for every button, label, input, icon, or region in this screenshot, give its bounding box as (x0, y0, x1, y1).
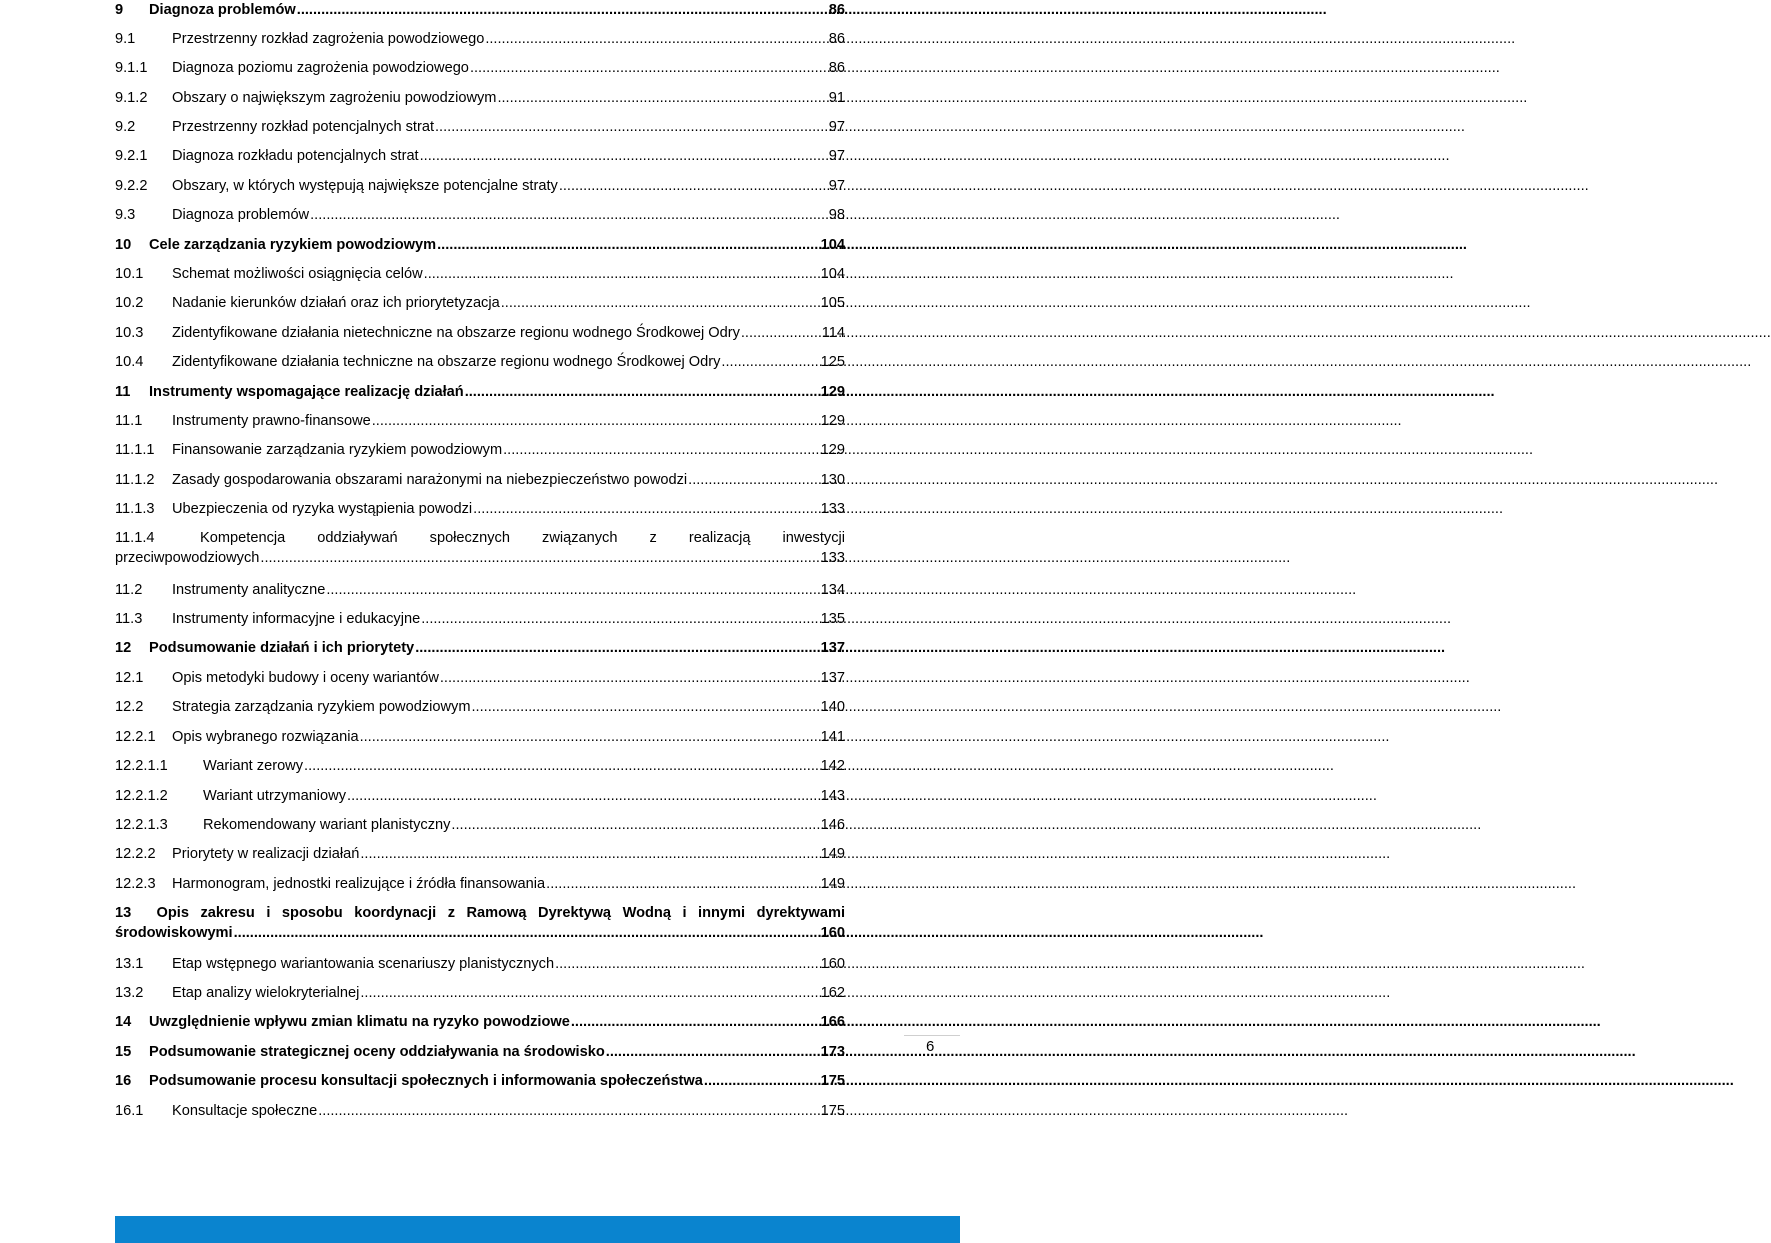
toc-dot-leader (437, 235, 820, 255)
toc-entry[interactable] (115, 88, 845, 108)
toc-entry-number: 12.2.1.2 (115, 788, 168, 804)
toc-entry[interactable] (115, 815, 845, 835)
toc-dot-leader (318, 1101, 819, 1121)
toc-entry[interactable] (115, 1042, 845, 1062)
toc-entry-title-word: Wodną (622, 905, 671, 921)
toc-entry[interactable] (115, 668, 845, 688)
toc-entry-page: 143 (820, 788, 845, 804)
toc-dot-leader (497, 88, 827, 108)
toc-entry-page: 137 (820, 640, 845, 656)
toc-entry-title-word: koordynacji (354, 905, 437, 921)
toc-entry-page: 130 (820, 472, 845, 488)
toc-entry-title: Podsumowanie strategicznej oceny oddziaływania na środowisko (149, 1044, 605, 1060)
toc-entry-title: Rekomendowany wariant planistyczny (203, 817, 451, 833)
toc-entry[interactable] (115, 205, 845, 225)
toc-dot-leader (503, 440, 820, 460)
toc-entry-page: 98 (828, 207, 845, 223)
toc-entry-page: 104 (820, 237, 845, 253)
toc-entry-page: 91 (828, 90, 845, 106)
toc-entry-page: 97 (828, 148, 845, 164)
toc-entry[interactable] (115, 580, 845, 600)
toc-entry-title: Nadanie kierunków działań oraz ich priorytetyzacja (172, 295, 500, 311)
toc-entry[interactable] (115, 1101, 845, 1121)
toc-entry-title: Wariant zerowy (203, 758, 304, 774)
toc-entry-title-word: innymi (698, 905, 746, 921)
toc-entry-page: 105 (820, 295, 845, 311)
footer-bar (115, 1216, 960, 1243)
toc-dot-leader (470, 58, 828, 78)
toc-entry-number: 9.3 (115, 207, 136, 223)
toc-entry-number: 12.1 (115, 670, 144, 686)
toc-entry-title-word: zakresu (200, 905, 255, 921)
toc-entry-title: Zidentyfikowane działania techniczne na obszarze regionu wodnego Środkowej Odry (172, 354, 721, 370)
toc-dot-leader (372, 411, 820, 431)
toc-entry[interactable] (115, 697, 845, 717)
toc-entry[interactable] (115, 382, 845, 402)
toc-dot-leader (451, 815, 819, 835)
toc-entry-page: 134 (820, 582, 845, 598)
toc-entry-title-word: Ramową (466, 905, 527, 921)
toc-entry-title-word: i (266, 905, 271, 921)
toc-entry-page: 86 (828, 2, 845, 18)
toc-entry-title-word: inwestycji (782, 530, 845, 546)
toc-dot-leader (234, 923, 820, 943)
toc-dot-leader (555, 954, 820, 974)
toc-dot-leader (501, 293, 820, 313)
toc-dot-leader (606, 1042, 820, 1062)
toc-entry-title: Instrumenty prawno-finansowe (172, 413, 371, 429)
toc-entry-number: 13.1 (115, 956, 144, 972)
toc-entry-number: 11.1.3 (115, 501, 155, 517)
toc-dot-leader (415, 638, 819, 658)
toc-entry-number: 12.2.1 (115, 729, 156, 745)
toc-dot-leader (360, 727, 820, 747)
toc-entry-title-word: dyrektywami (756, 905, 845, 921)
toc-entry[interactable] (115, 440, 845, 460)
toc-entry-page: 86 (828, 60, 845, 76)
toc-entry-number: 11.1.2 (115, 472, 155, 488)
toc-entry-number: 12.2.3 (115, 876, 156, 892)
toc-entry-title: Etap wstępnego wariantowania scenariuszy planistycznych (172, 956, 555, 972)
toc-entry-title: Priorytety w realizacji działań (172, 846, 360, 862)
toc-entry-number: 16 (115, 1073, 132, 1089)
toc-entry[interactable] (115, 1071, 845, 1091)
toc-entry-title-word: i (682, 905, 687, 921)
toc-entry-number: 14 (115, 1014, 132, 1030)
toc-entry[interactable] (115, 29, 845, 49)
toc-entry-title: Instrumenty analityczne (172, 582, 326, 598)
toc-entry-title-word: Dyrektywą (538, 905, 612, 921)
toc-entry[interactable] (115, 954, 845, 974)
toc-dot-leader (424, 264, 820, 284)
toc-entry-number: 12.2.1.1 (115, 758, 168, 774)
toc-entry-title: środowiskowymi (115, 925, 233, 941)
toc-entry-title: Przestrzenny rozkład potencjalnych strat (172, 119, 434, 135)
toc-entry-page: 133 (820, 501, 845, 517)
toc-entry-number: 12.2 (115, 699, 144, 715)
toc-entry[interactable] (115, 470, 845, 490)
toc-entry-page: 175 (820, 1073, 845, 1089)
toc-entry-title-word: sposobu (281, 905, 343, 921)
toc-entry[interactable] (115, 411, 845, 431)
toc-entry-title: Podsumowanie działań i ich priorytety (149, 640, 415, 656)
toc-entry-number: 9.2.1 (115, 148, 148, 164)
toc-dot-leader (260, 548, 819, 568)
toc-entry-title: Diagnoza poziomu zagrożenia powodziowego (172, 60, 469, 76)
toc-entry-page: 97 (828, 119, 845, 135)
toc-entry-title: Obszary, w których występują największe potencjalne straty (172, 178, 558, 194)
toc-entry-title: Diagnoza rozkładu potencjalnych strat (172, 148, 419, 164)
toc-entry[interactable] (115, 1012, 845, 1032)
toc-entry-number: 10.2 (115, 295, 144, 311)
toc-entry-number: 11 (115, 384, 131, 400)
toc-entry[interactable] (115, 786, 845, 806)
toc-dot-leader (688, 470, 820, 490)
toc-entry-number: 11.2 (115, 582, 143, 598)
toc-entry-title: Opis wybranego rozwiązania (172, 729, 359, 745)
toc-entry-title: Ubezpieczenia od ryzyka wystąpienia powodzi (172, 501, 473, 517)
toc-entry-number: 9.1.2 (115, 90, 148, 106)
toc-entry-title: Instrumenty wspomagające realizację działań (149, 384, 464, 400)
toc-entry-page: 149 (820, 846, 845, 862)
toc-entry[interactable] (115, 58, 845, 78)
toc-dot-leader (559, 176, 828, 196)
toc-dot-leader (420, 146, 828, 166)
toc-entry-page: 142 (820, 758, 845, 774)
toc-entry[interactable] (115, 903, 845, 943)
toc-entry-title: Konsultacje społeczne (172, 1103, 318, 1119)
toc-entry-page: 141 (820, 729, 845, 745)
toc-entry-page: 129 (820, 413, 845, 429)
toc-entry-title: Harmonogram, jednostki realizujące i źródła finansowania (172, 876, 546, 892)
toc-entry-title: Uwzględnienie wpływu zmian klimatu na ryzyko powodziowe (149, 1014, 570, 1030)
toc-entry-number: 12.2.2 (115, 846, 156, 862)
toc-dot-leader (310, 205, 828, 225)
toc-entry-page: 86 (828, 31, 845, 47)
toc-entry[interactable] (115, 609, 845, 629)
toc-entry-page: 173 (820, 1044, 845, 1060)
toc-entry-page: 162 (820, 985, 845, 1001)
toc-entry[interactable] (115, 117, 845, 137)
toc-dot-leader (473, 499, 819, 519)
toc-entry-page: 129 (820, 442, 845, 458)
toc-entry-title: Diagnoza problemów (149, 2, 296, 18)
toc-entry[interactable] (115, 293, 845, 313)
page-number-rule (904, 1035, 960, 1036)
toc-entry-title-line (115, 903, 845, 923)
toc-dot-leader (326, 580, 819, 600)
toc-entry[interactable] (115, 352, 845, 372)
toc-entry-title-word: z (447, 905, 455, 921)
toc-entry-page: 175 (820, 1103, 845, 1119)
toc-dot-leader (571, 1012, 820, 1032)
toc-entry-page: 149 (820, 876, 845, 892)
toc-entry-page: 166 (820, 1014, 845, 1030)
toc-entry-page: 104 (820, 266, 845, 282)
toc-entry[interactable] (115, 874, 845, 894)
toc-entry[interactable] (115, 0, 845, 20)
toc-entry-title-word: społecznych (429, 530, 510, 546)
toc-entry-page: 97 (828, 178, 845, 194)
toc-entry-number: 11.1 (115, 413, 143, 429)
toc-entry-title: Wariant utrzymaniowy (203, 788, 347, 804)
toc-entry[interactable] (115, 528, 845, 568)
toc-entry-number: 9.1.1 (115, 60, 148, 76)
toc-entry-title: przeciwpowodziowych (115, 550, 260, 566)
toc-entry-number: 11.1.1 (115, 442, 155, 458)
toc-dot-leader (360, 983, 819, 1003)
toc-entry[interactable] (115, 756, 845, 776)
toc-entry-title: Finansowanie zarządzania ryzykiem powodziowym (172, 442, 503, 458)
toc-entry-number: 16.1 (115, 1103, 144, 1119)
toc-entry-title: Schemat możliwości osiągnięcia celów (172, 266, 423, 282)
toc-entry-page: 146 (820, 817, 845, 833)
toc-entry-number: 11.1.4 (115, 530, 155, 546)
toc-entry[interactable] (115, 235, 845, 255)
toc-entry-title-word: z (649, 530, 657, 546)
toc-entry-title: Cele zarządzania ryzykiem powodziowym (149, 237, 437, 253)
toc-entry-page: 133 (820, 550, 845, 566)
toc-entry-title: Podsumowanie procesu konsultacji społecznych i informowania społeczeństwa (149, 1073, 703, 1089)
toc-entry-title-line (115, 528, 845, 548)
toc-dot-leader (485, 29, 827, 49)
toc-entry-title: Strategia zarządzania ryzykiem powodziowym (172, 699, 471, 715)
toc-entry-page: 129 (820, 384, 845, 400)
toc-entry-title: Etap analizy wielokryterialnej (172, 985, 360, 1001)
toc-entry-number: 13 (115, 905, 132, 921)
toc-entry-title: Zidentyfikowane działania nietechniczne na obszarze regionu wodnego Środkowej Odry (172, 325, 740, 341)
toc-dot-leader (741, 323, 821, 343)
toc-entry-number: 9.2 (115, 119, 136, 135)
toc-dot-leader (471, 697, 819, 717)
toc-entry-page: 160 (820, 925, 845, 941)
toc-entry-title-word: oddziaływań (317, 530, 398, 546)
toc-entry[interactable] (115, 323, 845, 343)
toc-entry-number: 9.1 (115, 31, 136, 47)
toc-entry-number: 10 (115, 237, 132, 253)
toc-entry-number: 11.3 (115, 611, 143, 627)
toc-dot-leader (421, 609, 819, 629)
toc-entry-number: 10.3 (115, 325, 144, 341)
toc-dot-leader (360, 844, 819, 864)
toc-entry[interactable] (115, 499, 845, 519)
toc-entry-number: 9.2.2 (115, 178, 148, 194)
toc-dot-leader (721, 352, 819, 372)
toc-entry-title: Przestrzenny rozkład zagrożenia powodziowego (172, 31, 485, 47)
toc-entry-title-word: realizacją (688, 530, 751, 546)
toc-entry-page: 137 (820, 670, 845, 686)
toc-entry-number: 13.2 (115, 985, 144, 1001)
toc-entry-title: Obszary o największym zagrożeniu powodziowym (172, 90, 497, 106)
toc-dot-leader (465, 382, 820, 402)
toc-dot-leader (704, 1071, 820, 1091)
toc-entry[interactable] (115, 983, 845, 1003)
toc-entry-page: 135 (820, 611, 845, 627)
toc-dot-leader (435, 117, 828, 137)
toc-dot-leader (347, 786, 820, 806)
toc-entry-title: Diagnoza problemów (172, 207, 310, 223)
toc-entry-page: 140 (820, 699, 845, 715)
toc-entry-number: 12 (115, 640, 132, 656)
toc-entry-number: 12.2.1.3 (115, 817, 168, 833)
toc-entry-page: 160 (820, 956, 845, 972)
toc-entry-number: 9 (115, 2, 124, 18)
toc-entry-page: 114 (821, 325, 845, 341)
toc-entry-title-word: związanych (542, 530, 618, 546)
toc-entry-title: Zasady gospodarowania obszarami narażonymi na niebezpieczeństwo powodzi (172, 472, 688, 488)
toc-entry[interactable] (115, 844, 845, 864)
toc-dot-leader (546, 874, 820, 894)
toc-entry-title: Instrumenty informacyjne i edukacyjne (172, 611, 421, 627)
toc-entry[interactable] (115, 638, 845, 658)
toc-entry-number: 15 (115, 1044, 132, 1060)
toc-entry-page: 125 (820, 354, 845, 370)
toc-entry-number: 10.4 (115, 354, 144, 370)
toc-dot-leader (440, 668, 820, 688)
toc-entry-title-word: Opis (156, 905, 189, 921)
toc-entry[interactable] (115, 146, 845, 166)
toc-entry[interactable] (115, 176, 845, 196)
toc-entry-title: Opis metodyki budowy i oceny wariantów (172, 670, 439, 686)
toc-entry-number: 10.1 (115, 266, 144, 282)
page-number: 6 (926, 1038, 935, 1055)
toc-entry[interactable] (115, 264, 845, 284)
toc-entry[interactable] (115, 727, 845, 747)
toc-dot-leader (304, 756, 820, 776)
toc-entry-title-word: Kompetencja (200, 530, 286, 546)
toc-dot-leader (297, 0, 828, 20)
